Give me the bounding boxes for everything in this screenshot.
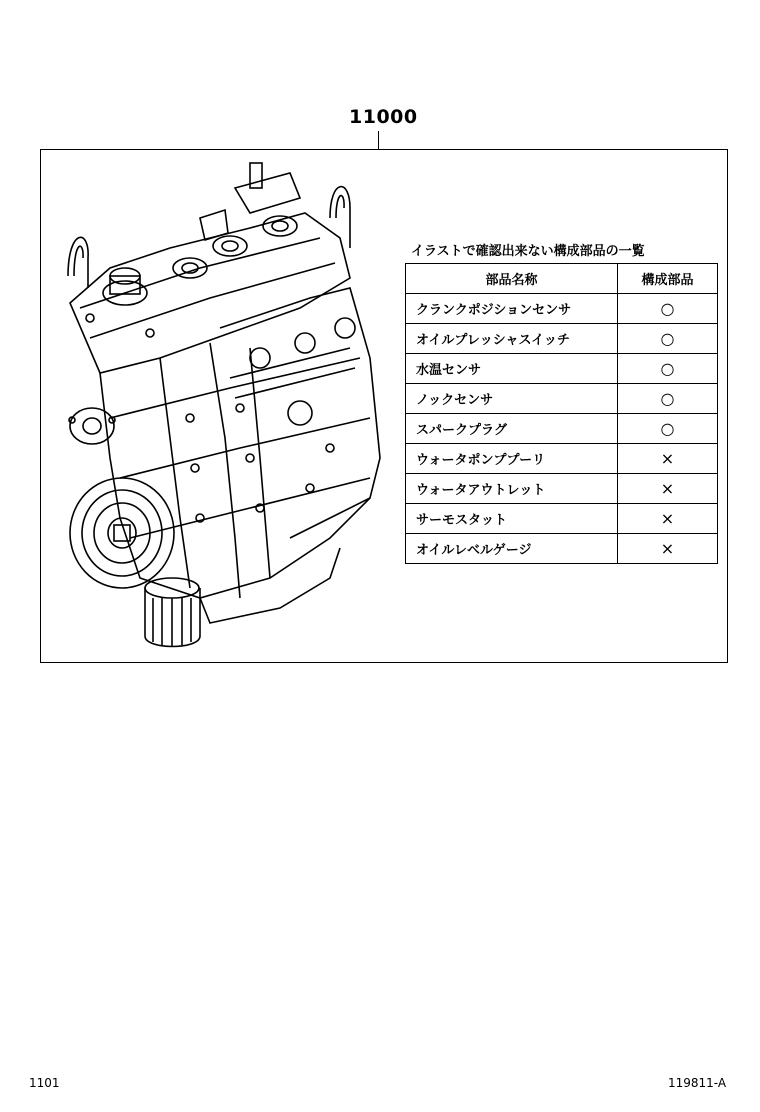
part-name: ウォータアウトレット (406, 474, 618, 504)
engine-illustration (50, 158, 395, 650)
table-row (406, 504, 718, 534)
page-code: 1101 (29, 1076, 60, 1090)
part-leader-line (378, 131, 379, 150)
part-name: ウォータポンププーリ (406, 444, 618, 474)
included-mark: ○ (618, 384, 718, 414)
part-name: ノックセンサ (406, 384, 618, 414)
included-mark: × (618, 504, 718, 534)
included-mark: ○ (618, 294, 718, 324)
illustration-id: 119811-A (668, 1076, 727, 1090)
included-mark: ○ (618, 414, 718, 444)
table-row (406, 474, 718, 504)
part-name: スパークプラグ (406, 414, 618, 444)
included-mark: ○ (618, 324, 718, 354)
table-row (406, 354, 718, 384)
header-included: 構成部品 (618, 264, 718, 294)
table-row (406, 444, 718, 474)
included-mark: × (618, 534, 718, 564)
part-name: オイルレベルゲージ (406, 534, 618, 564)
table-row (406, 414, 718, 444)
parts-table (405, 263, 718, 564)
included-mark: ○ (618, 354, 718, 384)
table-header-row (406, 264, 718, 294)
included-mark: × (618, 444, 718, 474)
part-number-label: 11000 (349, 106, 418, 128)
table-row (406, 534, 718, 564)
included-mark: × (618, 474, 718, 504)
table-row (406, 384, 718, 414)
part-name: オイルプレッシャスイッチ (406, 324, 618, 354)
part-name: クランクポジションセンサ (406, 294, 618, 324)
table-row (406, 294, 718, 324)
table-row (406, 324, 718, 354)
header-part-name: 部品名称 (406, 264, 618, 294)
parts-table-title: イラストで確認出来ない構成部品の一覧 (411, 244, 645, 259)
part-name: サーモスタット (406, 504, 618, 534)
part-name: 水温センサ (406, 354, 618, 384)
